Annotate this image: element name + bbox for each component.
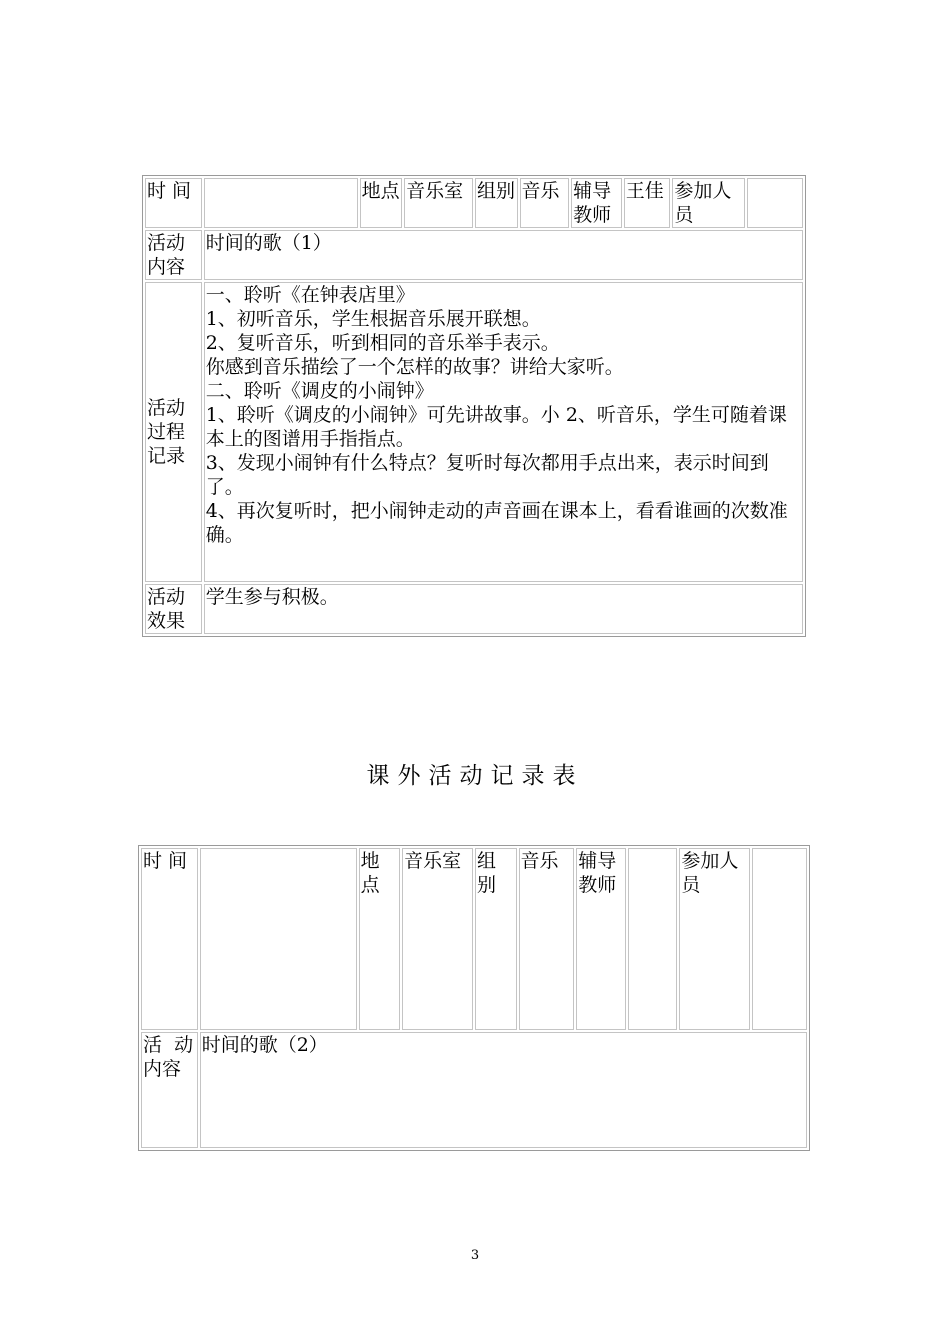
content-value: 时间的歌（2）: [200, 1032, 807, 1148]
group-value: 音乐: [519, 848, 575, 1030]
process-line: 二、聆听《调皮的小闹钟》: [205, 380, 434, 402]
effect-value: 学生参与积极。: [204, 584, 803, 634]
time-value: [200, 848, 357, 1030]
teacher-label: 辅导教师: [571, 178, 622, 228]
activity-record-table-2: [138, 845, 810, 1151]
participants-value: [747, 178, 803, 228]
teacher-value: 王佳: [624, 178, 671, 228]
time-label: 时 间: [141, 848, 198, 1030]
group-label: 组别: [475, 848, 517, 1030]
participants-label: 参加人员: [672, 178, 745, 228]
group-label: 组别: [475, 178, 518, 228]
content-label: 活动内容: [145, 230, 202, 280]
process-line: 1、初听音乐，学生根据音乐展开联想。: [205, 308, 541, 330]
process-label: 活动过程记录: [145, 282, 202, 582]
place-label: 地点: [360, 178, 403, 228]
process-line: 3、发现小闹钟有什么特点？复听时每次都用手点出来，表示时间到了。: [205, 452, 769, 498]
process-line: 4、再次复听时，把小闹钟走动的声音画在课本上，看看谁画的次数准确。: [205, 500, 788, 546]
place-label: 地点: [359, 848, 401, 1030]
process-line: 2、复听音乐，听到相同的音乐举手表示。: [205, 332, 560, 354]
process-line: 你感到音乐描绘了一个怎样的故事？讲给大家听。: [205, 356, 624, 378]
content-value: 时间的歌（1）: [204, 230, 803, 280]
page-title: 课外活动记录表: [366, 763, 584, 789]
participants-value: [752, 848, 807, 1030]
place-value: 音乐室: [404, 178, 473, 228]
process-line: 1、聆听《调皮的小闹钟》可先讲故事。小 2、听音乐，学生可随着课本上的图谱用手指指点。: [205, 404, 787, 450]
process-line: 一、聆听《在钟表店里》: [205, 284, 415, 306]
participants-label: 参加人员: [679, 848, 750, 1030]
activity-record-table-1: [142, 175, 806, 637]
effect-label: 活动效果: [145, 584, 202, 634]
time-label: 时 间: [145, 178, 202, 228]
group-value: 音乐: [520, 178, 570, 228]
time-value: [204, 178, 358, 228]
page-number: 3: [470, 1248, 480, 1263]
teacher-value: [628, 848, 678, 1030]
content-label: 活 动内容: [141, 1032, 198, 1148]
process-record: [204, 282, 803, 582]
teacher-label: 辅导教师: [576, 848, 626, 1030]
place-value: 音乐室: [402, 848, 473, 1030]
